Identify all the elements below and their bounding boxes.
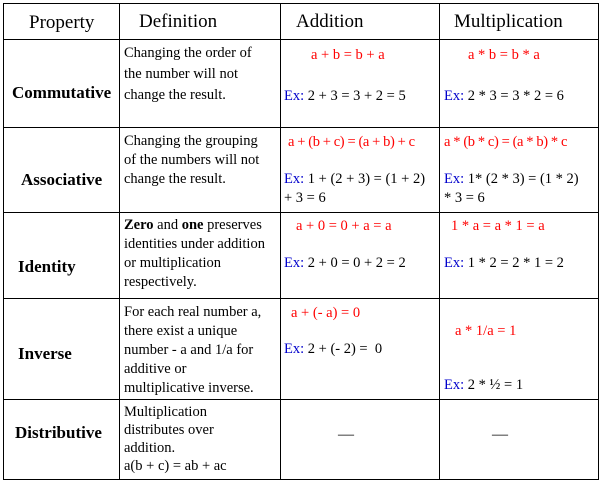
multiplication-example: Ex: 2 * 3 = 3 * 2 = 6 [444,88,564,104]
addition-empty-dash: — [338,426,354,443]
multiplication-example: Ex: 1* (2 * 3) = (1 * 2) [444,171,579,187]
definition-line: change the result. [124,87,226,103]
example-label: Ex: [284,255,305,271]
definition-line: a(b + c) = ab + ac [124,458,227,474]
definition-line: change the result. [124,171,226,187]
multiplication-empty-dash: — [492,426,508,443]
definition-line: addition. [124,440,176,456]
definition-line: identities under addition [124,236,265,252]
multiplication-formula: 1 * a = a * 1 = a [451,218,545,234]
example-label: Ex: [284,171,305,187]
definition-line: Zero and one preserves [124,217,262,233]
multiplication-formula: a * (b * c) = (a * b) * c [444,134,567,150]
example-label: Ex: [284,341,305,357]
row-divider [4,298,598,299]
example-label: Ex: [444,377,465,393]
definition-line: respectively. [124,274,197,290]
addition-formula: a + (- a) = 0 [291,305,361,321]
addition-formula: a + 0 = 0 + a = a [296,218,392,234]
row-divider [4,39,598,40]
header-definition: Definition [139,11,218,32]
properties-table [3,3,599,480]
definition-line: or multiplication [124,255,222,271]
addition-formula: a + (b + c) = (a + b) + c [288,134,415,150]
example-label: Ex: [284,88,305,104]
definition-line: of the numbers will not [124,152,260,168]
row-divider [4,399,598,400]
multiplication-example: Ex: 1 * 2 = 2 * 1 = 2 [444,255,564,271]
multiplication-example-continued: * 3 = 6 [444,190,485,206]
multiplication-example: Ex: 2 * ½ = 1 [444,377,524,393]
header-multiplication: Multiplication [454,11,563,32]
definition-line: multiplicative inverse. [124,380,254,396]
property-associative: Associative [21,170,103,189]
column-divider [119,4,120,479]
definition-line: distributes over [124,422,214,438]
multiplication-formula: a * b = b * a [468,47,540,63]
definition-line: Changing the order of [124,45,252,61]
property-distributive: Distributive [15,423,102,442]
header-property: Property [29,12,95,33]
property-commutative: Commutative [12,83,112,102]
definition-line: number - a and 1/a for [124,342,254,358]
property-inverse: Inverse [18,344,72,363]
definition-line: Multiplication [124,404,207,420]
example-label: Ex: [444,255,465,271]
definition-line: the number will not [124,66,238,82]
addition-formula: a + b = b + a [311,47,385,63]
definition-line: additive or [124,361,187,377]
row-divider [4,212,598,213]
header-addition: Addition [296,11,364,32]
multiplication-formula: a * 1/a = 1 [455,323,517,339]
definition-line: there exist a unique [124,323,238,339]
example-label: Ex: [444,88,465,104]
addition-example-continued: + 3 = 6 [284,190,326,206]
column-divider [280,4,281,479]
definition-line: Changing the grouping [124,133,258,149]
example-label: Ex: [444,171,465,187]
property-identity: Identity [18,257,76,276]
addition-example: Ex: 2 + 0 = 0 + 2 = 2 [284,255,406,271]
row-divider [4,127,598,128]
addition-example: Ex: 1 + (2 + 3) = (1 + 2) [284,171,426,187]
addition-example: Ex: 2 + (- 2) = 0 [284,341,383,357]
column-divider [439,4,440,479]
addition-example: Ex: 2 + 3 = 3 + 2 = 5 [284,88,406,104]
definition-line: For each real number a, [124,304,262,320]
